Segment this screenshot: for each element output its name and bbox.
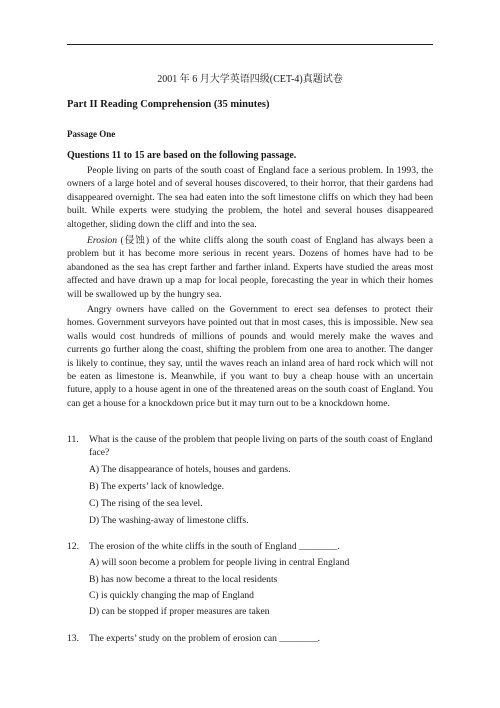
option-12-b: B) has now become a threat to the local residents <box>89 574 278 585</box>
question-stem: The erosion of the white cliffs in the south of England ________. <box>89 541 340 552</box>
option-11-d: D) The washing-away of limestone cliffs. <box>89 515 249 526</box>
erosion-gloss: (侵蚀) <box>117 235 150 246</box>
question-11 <box>67 433 433 460</box>
questions-heading: Questions 11 to 15 are based on the following passage. <box>67 150 297 161</box>
passage-title: Passage One <box>67 129 116 139</box>
question-stem: What is the cause of the problem that people living on parts of the south coast of England face? <box>89 434 433 459</box>
option-12-d: D) can be stopped if proper measures are taken <box>89 606 270 617</box>
document-title: 2001 年 6 月大学英语四级(CET-4)真题试卷 <box>157 74 343 85</box>
paragraph-2 <box>67 234 433 301</box>
header-rule <box>67 44 433 45</box>
question-number: 12. <box>67 541 79 552</box>
erosion-term: Erosion <box>87 235 118 246</box>
paragraph-2-text: of the white cliffs along the south coast of England has always been a problem but it has become more serious in recent years. Dozens of homes have had to be abandoned as the sea has crept farther and farther inland. Experts have studied the areas most affected and have drawn up a map for local people, forecasting the year in which their homes will be swallowed up by the hungry sea. <box>67 235 433 300</box>
question-number: 13. <box>67 633 79 644</box>
part-title: Part II Reading Comprehension (35 minutes) <box>67 99 270 110</box>
option-11-c: C) The rising of the sea level. <box>89 498 203 509</box>
question-12 <box>67 540 433 553</box>
option-11-a: A) The disappearance of hotels, houses and gardens. <box>89 464 291 475</box>
paragraph-1: People living on parts of the south coast of England face a serious problem. In 1993, the owners of a large hotel and of several houses discovered, to their horror, that their gardens had disappeared overnight. The sea had eaten into the soft limestone cliffs on which they had been built. While experts were studying the problem, the hotel and several houses disappeared altogether, sliding down the cliff and into the sea. <box>67 165 433 230</box>
option-11-b: B) The experts’ lack of knowledge. <box>89 481 224 492</box>
question-number: 11. <box>67 434 79 445</box>
option-12-c: C) is quickly changing the map of England <box>89 590 254 601</box>
question-13 <box>67 632 433 645</box>
paragraph-3: Angry owners have called on the Government to erect sea defenses to protect their homes. Government surveyors have pointed out that in most cases, this is impossible. New sea walls would cost hundreds of millions of pounds and would merely make the waves and currents go further along the coast, shifting the problem from one area to another. The danger is likely to continue, they say, until the waves reach an inland area of hard rock which will not be eaten as limestone is. Meanwhile, if you want to buy a cheap house with an uncertain future, apply to a house agent in one of the threatened areas on the south coast of England. You can get a house for a knockdown price but it may turn out to be a knockdown home. <box>67 304 433 409</box>
option-12-a: A) will soon become a problem for people living in central England <box>89 557 350 568</box>
question-stem: The experts’ study on the problem of erosion can ________. <box>89 633 321 644</box>
